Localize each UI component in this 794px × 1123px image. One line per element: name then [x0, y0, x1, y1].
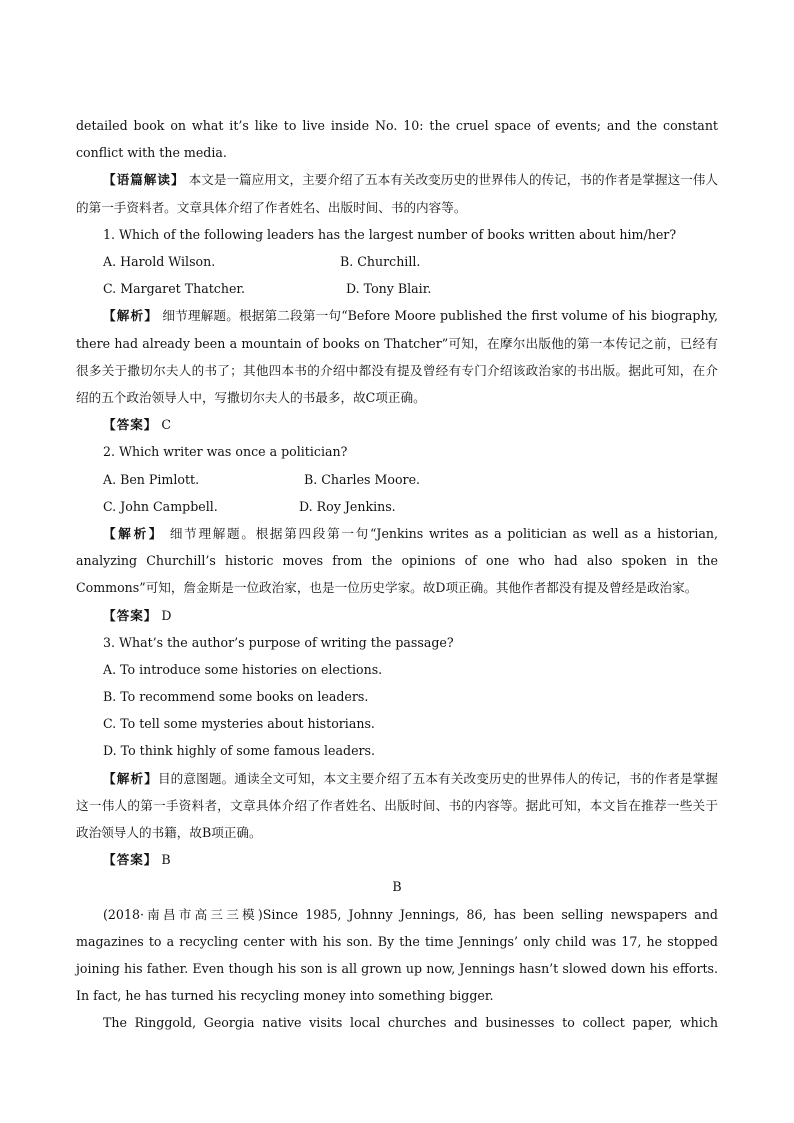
- question-3-option-a: A. To introduce some histories on elections.: [103, 661, 383, 677]
- question-1-option-c: C. Margaret Thatcher.: [103, 281, 246, 297]
- question-2-option-a: A. Ben Pimlott.: [103, 471, 200, 487]
- question-2-analysis-tag: 【解析】: [103, 525, 165, 541]
- question-2-stem: 2. Which writer was once a politician?: [103, 444, 348, 460]
- question-1-answer: [76, 411, 718, 438]
- section-b-paragraph-1: (2018·南昌市高三三模)Since 1985, Johnny Jennings, 86, has been selling newspapers and magazines to a recycling center with his son. By the time Jennings’ only child was 17, he stopped joining his father. Even though his son is all grown up now, Jennings hasn’t slowed down his efforts. In fact, he has turned his recycling money into something bigger.: [76, 906, 718, 1004]
- question-1-option-b: B. Churchill.: [340, 253, 421, 269]
- question-1-options-ab: [76, 248, 718, 275]
- question-3-analysis-text: 目的意图题。通读全文可知，本文主要介绍了五本有关改变历史的世界伟人的传记，书的作者是掌握这一伟人的第一手资料者，文章具体介绍了作者姓名、出版时间、书的内容等。据此可知，本文旨在推荐一些关于政治领导人的书籍，故B项正确。: [76, 770, 719, 841]
- intro-line-1: detailed book on what it’s like to live inside No. 10: the cruel space of events; and the constant: [76, 118, 718, 133]
- question-1-analysis: [76, 302, 718, 411]
- question-2-answer-value: D: [161, 607, 172, 623]
- question-1-stem: 1. Which of the following leaders has the largest number of books written about him/her?: [103, 226, 677, 242]
- question-2-options-ab: [76, 466, 718, 493]
- question-1-option-d: D. Tony Blair.: [346, 281, 432, 297]
- question-1-answer-tag: 【答案】: [103, 417, 158, 433]
- intro-line-2: conflict with the media.: [76, 145, 227, 161]
- document-page: [76, 112, 718, 1037]
- question-2-option-b: B. Charles Moore.: [304, 471, 421, 487]
- question-3-answer: [76, 846, 718, 873]
- question-3-option-c: C. To tell some mysteries about historians.: [103, 716, 375, 732]
- summary-tag: 【语篇解读】: [103, 172, 185, 188]
- question-2-answer-tag: 【答案】: [103, 607, 158, 623]
- summary-paragraph: [76, 166, 718, 220]
- question-1-answer-value: C: [161, 417, 172, 433]
- question-1-analysis-tag: 【解析】: [103, 308, 159, 324]
- question-3-stem: 3. What’s the author’s purpose of writing the passage?: [103, 634, 454, 650]
- question-2-analysis: [76, 520, 718, 602]
- question-3-answer-tag: 【答案】: [103, 852, 158, 868]
- question-3-analysis-tag: 【解析】: [103, 770, 158, 786]
- question-3-answer-value: B: [161, 852, 171, 868]
- question-1-analysis-text: 细节理解题。根据第二段第一句“Before Moore published the first volume of his biography, there had already been a mountain of books on Thatcher”可知，在摩尔出版他的第一本传记之前，已经有很多关于撒切尔夫人的书了；其他四本书的介绍中都没有提及曾经有专门介绍该政治家的书出版。据此可知，在介绍的五个政治领导人中，写撒切尔夫人的书最多，故C项正确。: [76, 308, 718, 405]
- question-3-analysis: [76, 765, 718, 847]
- question-2-analysis-text: 细节理解题。根据第四段第一句“Jenkins writes as a politician as well as a historian, analyzing Churchill’s historic moves from the opinions of one who had also spoken in the Commons”可知，詹金斯是一位政治家，也是一位历史学家。故D项正确。其他作者都没有提及曾经是政治家。: [76, 525, 718, 596]
- summary-text: 本文是一篇应用文，主要介绍了五本有关改变历史的世界伟人的传记，书的作者是掌握这一伟人的第一手资料者。文章具体介绍了作者姓名、出版时间、书的内容等。: [76, 172, 718, 215]
- section-b-heading: B: [392, 879, 402, 895]
- question-1-options-cd: [76, 275, 718, 302]
- section-b-paragraph-2: The Ringgold, Georgia native visits local churches and businesses to collect paper, which: [103, 1015, 718, 1031]
- question-3-option-b: B. To recommend some books on leaders.: [103, 689, 369, 705]
- question-2-option-c: C. John Campbell.: [103, 498, 218, 514]
- question-2-option-d: D. Roy Jenkins.: [299, 498, 396, 514]
- question-3-option-d: D. To think highly of some famous leaders.: [103, 743, 376, 759]
- question-1-option-a: A. Harold Wilson.: [103, 253, 216, 269]
- question-2-answer: [76, 602, 718, 629]
- question-2-options-cd: [76, 493, 718, 520]
